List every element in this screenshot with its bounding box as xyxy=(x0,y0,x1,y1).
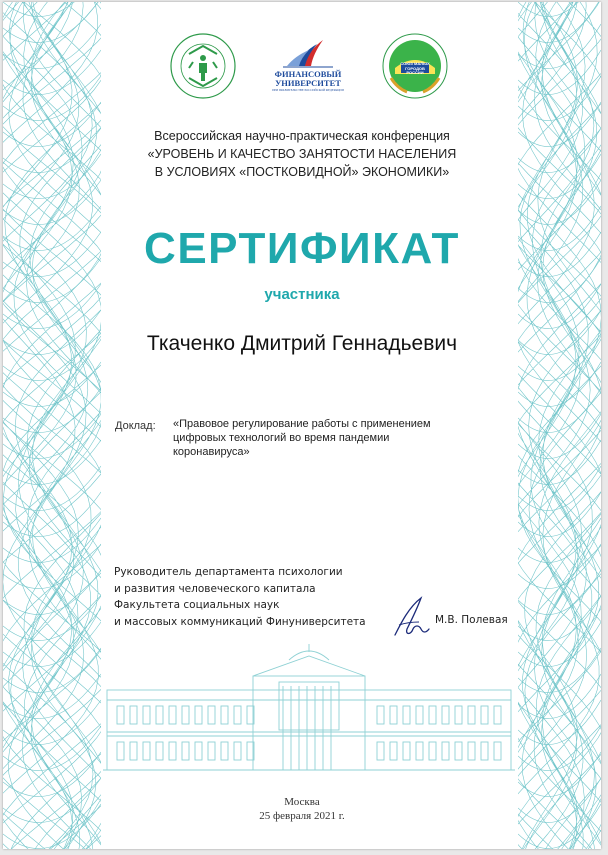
signatory-line-3: Факультета социальных наук xyxy=(114,599,280,611)
handwritten-signature xyxy=(391,595,431,641)
footer-date: 25 февраля 2021 г. xyxy=(259,810,345,822)
report-line-1: «Правовое регулирование работы с применением xyxy=(173,418,431,430)
disabled-union-logo xyxy=(169,32,237,100)
report-label: Доклад: xyxy=(115,420,156,432)
stu-word-1: СОЮЗ МАЛЫХ xyxy=(400,61,430,66)
certificate-page xyxy=(3,2,601,849)
signatory-line-1: Руководитель департамента психологии xyxy=(114,566,343,578)
report-title xyxy=(173,417,483,459)
footer xyxy=(3,795,601,823)
conference-line-2: «УРОВЕНЬ И КАЧЕСТВО ЗАНЯТОСТИ НАСЕЛЕНИЯ xyxy=(147,147,457,161)
certificate-title: СЕРТИФИКАТ xyxy=(144,224,460,273)
conference-line-1: Всероссийская научно-практическая конференция xyxy=(154,129,450,143)
signatory-name: М.В. Полевая xyxy=(435,614,508,626)
stu-word-3: РОССИИ xyxy=(406,70,424,75)
stu-word-2: ГОРОДОВ xyxy=(405,65,425,71)
signatory-line-4: и массовых коммуникаций Финуниверситета xyxy=(114,615,366,628)
conference-line-3: В УСЛОВИЯХ «ПОСТКОВИДНОЙ» ЭКОНОМИКИ» xyxy=(154,165,450,179)
fin-word-1: ФИНАНСОВЫЙ xyxy=(274,69,342,79)
financial-university-wordmark xyxy=(269,70,347,92)
certificate-subtitle: участника xyxy=(264,286,340,303)
small-towns-wordmark xyxy=(396,62,434,76)
guilloche-pattern-right xyxy=(518,2,601,849)
footer-city: Москва xyxy=(284,796,320,808)
logo-row xyxy=(3,30,601,110)
report-line-2: цифровых технологий во время пандемии xyxy=(173,432,390,444)
signatory-line-2: и развития человеческого капитала xyxy=(114,582,316,595)
guilloche-pattern-left xyxy=(3,2,101,849)
conference-title xyxy=(93,127,511,181)
fin-word-3: ПРИ ПРАВИТЕЛЬСТВЕ РОССИЙСКОЙ ФЕДЕРАЦИИ xyxy=(272,88,344,92)
report-line-3: коронавируса» xyxy=(173,446,250,458)
fin-word-2: УНИВЕРСИТЕТ xyxy=(275,78,341,88)
recipient-name: Ткаченко Дмитрий Геннадьевич xyxy=(146,332,458,355)
signatory-position xyxy=(114,564,384,630)
university-building-illustration xyxy=(103,642,515,774)
